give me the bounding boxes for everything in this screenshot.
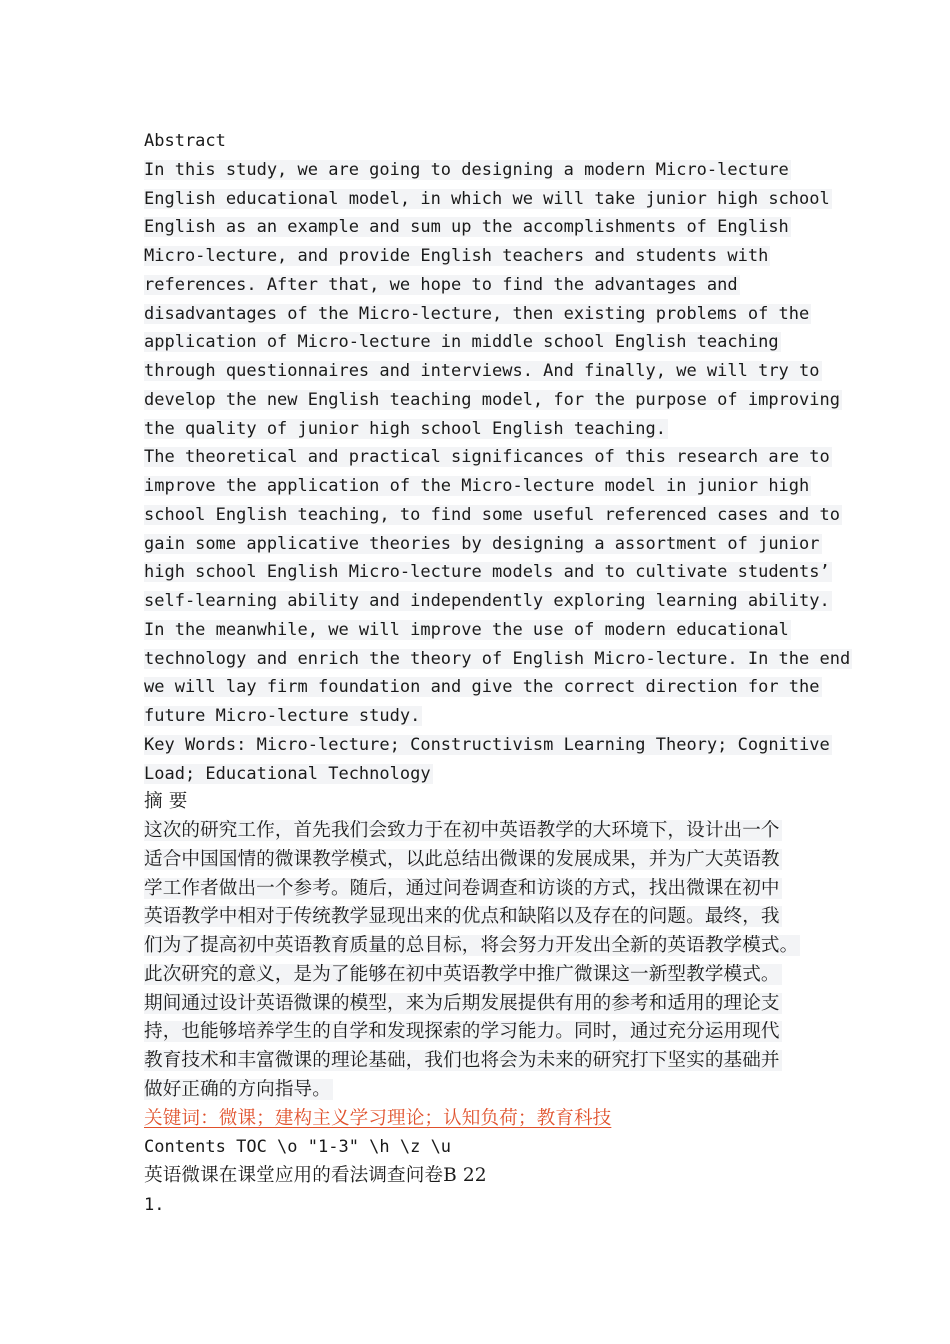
abstract-cn-line-text: 期间通过设计英语微课的模型，来为后期发展提供有用的参考和适用的理论支 [144, 992, 780, 1014]
keywords-en [144, 731, 830, 789]
abstract-cn-line [144, 961, 824, 990]
abstract-line [144, 357, 824, 386]
abstract-line-text: The theoretical and practical significances of this research are to [144, 447, 830, 468]
abstract-cn-line-text: 教育技术和丰富微课的理论基础，我们也将会为未来的研究打下坚实的基础并 [144, 1050, 780, 1071]
abstract-line-text: the quality of junior high school English teaching. [144, 418, 666, 439]
abstract-cn-line-text: 适合中国国情的微课教学模式，以此总结出微课的发展成果，并为广大英语教 [144, 848, 780, 870]
abstract-line [144, 616, 824, 645]
abstract-line-text: gain some applicative theories by designing a assortment of junior [144, 533, 820, 554]
keywords-cn-link[interactable]: 关键词：微课；建构主义学习理论；认知负荷；教育科技 [144, 1107, 612, 1129]
abstract-cn-line-text: 此次研究的意义，是为了能够在初中英语教学中推广微课这一新型教学模式。 [144, 963, 780, 985]
abstract-body [144, 156, 851, 731]
abstract-line-text: develop the new English teaching model, for the purpose of improving [144, 389, 840, 410]
abstract-line [144, 558, 830, 587]
abstract-cn-body [144, 817, 824, 1105]
abstract-line-text: high school English Micro-lecture models and to cultivate students’ [144, 562, 830, 583]
abstract-line [144, 328, 824, 357]
abstract-line-text: self-learning ability and independently exploring learning ability. [144, 591, 830, 611]
abstract-line [144, 472, 824, 501]
toc-number: 1. [144, 1194, 165, 1215]
keywords-en-line [144, 731, 830, 760]
abstract-cn-line [144, 990, 824, 1019]
abstract-cn-line-text: 做好正确的方向指导。 [144, 1078, 331, 1100]
abstract-line [144, 415, 824, 444]
keywords-cn-line [144, 1105, 824, 1134]
abstract-line-text: Micro-lecture, and provide English teachers and students with [144, 246, 769, 266]
toc-entry[interactable]: 英语微课在课堂应用的看法调查问卷B 22 [144, 1165, 487, 1186]
abstract-line [144, 645, 851, 674]
abstract-line [144, 185, 830, 214]
keywords-en-text: Key Words: Micro-lecture; Constructivism Learning Theory; Cognitive [144, 734, 830, 755]
keywords-en-line [144, 760, 824, 789]
abstract-cn-line-text: 持，也能够培养学生的自学和发现探索的学习能力。同时，通过充分运用现代 [144, 1021, 780, 1043]
abstract-line-text: In the meanwhile, we will improve the use of modern educational [144, 619, 789, 640]
abstract-line [144, 386, 840, 415]
abstract-line-text: English as an example and sum up the accomplishments of English [144, 217, 789, 238]
abstract-cn-line [144, 1018, 824, 1047]
abstract-line [144, 530, 824, 559]
abstract-cn-heading: 摘 要 [144, 791, 188, 813]
abstract-cn-line-text: 们为了提高初中英语教育质量的总目标，将会努力开发出全新的英语教学模式。 [144, 935, 799, 956]
document-page [144, 127, 851, 1220]
abstract-line-text: disadvantages of the Micro-lecture, then existing problems of the [144, 303, 810, 324]
abstract-cn-line-text: 学工作者做出一个参考。随后，通过问卷调查和访谈的方式，找出微课在初中 [144, 877, 780, 899]
abstract-line [144, 673, 824, 702]
abstract-line [144, 300, 824, 329]
abstract-line-text: school English teaching, to find some useful referenced cases and to [144, 504, 840, 525]
abstract-cn-line-text: 这次的研究工作，首先我们会致力于在初中英语教学的大环境下，设计出一个 [144, 820, 780, 841]
abstract-cn-line [144, 846, 824, 875]
abstract-cn-line [144, 932, 824, 961]
abstract-line [144, 501, 840, 530]
abstract-cn-line [144, 1047, 824, 1076]
abstract-line [144, 443, 830, 472]
keywords-en-text: Load; Educational Technology [144, 763, 431, 784]
abstract-line [144, 213, 824, 242]
abstract-heading: Abstract [144, 131, 226, 151]
abstract-line [144, 702, 824, 731]
abstract-line [144, 271, 824, 300]
abstract-line-text: technology and enrich the theory of English Micro-lecture. In the end [144, 648, 851, 669]
abstract-cn-line [144, 875, 824, 904]
abstract-cn-line [144, 1076, 824, 1105]
abstract-cn-line [144, 903, 824, 932]
abstract-line-text: we will lay firm foundation and give the correct direction for the [144, 677, 820, 698]
abstract-line-text: application of Micro-lecture in middle school English teaching [144, 332, 779, 353]
abstract-line-text: improve the application of the Micro-lecture model in junior high [144, 476, 810, 496]
abstract-line [144, 156, 824, 185]
abstract-line [144, 587, 830, 616]
abstract-cn-line-text: 英语教学中相对于传统教学显现出来的优点和缺陷以及存在的问题。最终，我 [144, 906, 780, 928]
contents-line: Contents TOC \o "1-3" \h \z \u [144, 1137, 452, 1158]
abstract-line-text: through questionnaires and interviews. And finally, we will try to [144, 361, 820, 381]
abstract-line-text: future Micro-lecture study. [144, 706, 421, 726]
abstract-line-text: references. After that, we hope to find the advantages and [144, 274, 738, 295]
abstract-line-text: In this study, we are going to designing a modern Micro-lecture [144, 159, 789, 180]
abstract-line-text: English educational model, in which we will take junior high school [144, 188, 830, 209]
abstract-line [144, 242, 824, 271]
abstract-cn-line [144, 817, 824, 846]
